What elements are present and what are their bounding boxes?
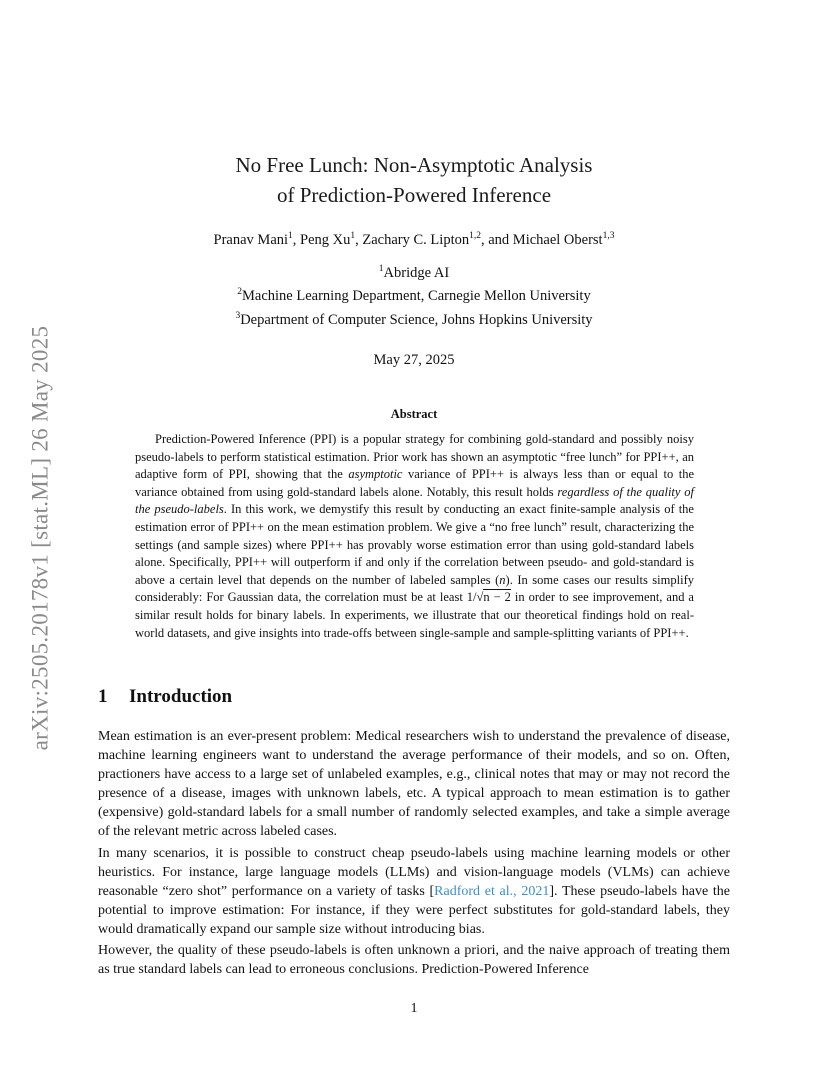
author-list: Pranav Mani$^1$, Peng Xu$^1$, Zachary C. Lipton$^{1,2}$, and Michael Oberst$^{1,3}$ [213, 231, 615, 248]
paragraph: In many scenarios, it is possible to construct cheap pseudo-labels using machine learning models or other heuristics. For instance, large language models (LLMs) and vision-language models (VLMs) can achieve reasonable “zero shot” performance on a variety of tasks [Radford et al., 2021]. These pseudo-labels have the potential to improve estimation: For instance, if they were perfect substitutes for gold-standard labels, they would dramatically expand our sample size without introducing bias. [98, 846, 730, 937]
paper-title-line-2: of Prediction-Powered Inference [276, 183, 552, 207]
author: Michael Oberst$^{1,3}$ [512, 231, 615, 248]
paragraph: Mean estimation is an ever-present problem: Medical researchers wish to understand the prevalence of disease, machine learning engineers want to understand the average performance of their models, and so on. Often, practioners have access to a large set of unlabeled examples, e.g., clinical notes that may or may not record the presence of a disease, images with unknown labels, etc. A typical approach to mean estimation is to gather (expensive) gold-standard labels for a small number of randomly selected examples, and take a simple average of the relevant metric across labeled cases. [98, 729, 730, 839]
author: Zachary C. Lipton$^{1,2}$ [362, 231, 481, 248]
page-number: 1 [410, 1001, 418, 1016]
affiliation-list [100, 260, 728, 330]
section-heading-introduction [98, 686, 232, 708]
affiliation: $^3$Department of Computer Science, Johns Hopkins University [235, 310, 593, 328]
affiliation: $^2$Machine Learning Department, Carnegie Mellon University [237, 287, 591, 305]
section-title: Introduction [129, 686, 233, 707]
paper-title [100, 150, 728, 210]
publication-date: May 27, 2025 [373, 352, 455, 368]
affiliation: $^1$Abridge AI [378, 264, 450, 281]
paragraph: However, the quality of these pseudo-labels is often unknown a priori, and the naive approach of treating them as true standard labels can lead to erroneous conclusions. Prediction-Powered Inference [98, 943, 730, 977]
author: Peng Xu$^1$ [300, 231, 356, 248]
arxiv-identifier [20, 288, 60, 788]
section-number: 1 [98, 686, 108, 707]
citation-link[interactable]: Radford et al., 2021 [434, 884, 550, 899]
sqrt-radicand: n − 2 [483, 590, 511, 605]
abstract-body: Prediction-Powered Inference (PPI) is a popular strategy for combining gold-standard and possibly noisy pseudo-labels to perform statistical estimation. Prior work has shown an asymptotic “free lunch” for PPI++, an adaptive form of PPI, showing that the asymptotic variance of PPI++ is always less than or equal to the variance obtained from using gold-standard labels alone. Notably, this result holds regardless of the quality of the pseudo-labels. In this work, we demystify this result by conducting an exact finite-sample analysis of the estimation error of PPI++ on the mean estimation problem. We give a “no free lunch” result, characterizing the settings (and sample sizes) where PPI++ has provably worse estimation error than using gold-standard labels alone. Specifically, PPI++ will outperform if and only if the correlation between pseudo- and gold-standard is above a certain level that depends on the number of labeled samples (n). In some cases our results simplify considerably: For Gaussian data, the correlation must be at least 1/√n − 2 in order to see improvement, and a similar result holds for binary labels. In experiments, we illustrate that our theoretical findings hold on real-world datasets, and give insights into trade-offs between single-sample and sample-splitting variants of PPI++. [135, 432, 695, 640]
paper-title-line-1: No Free Lunch: Non-Asymptotic Analysis [235, 153, 593, 177]
author: Pranav Mani$^1$ [213, 231, 293, 248]
abstract-heading: Abstract [390, 407, 438, 421]
arxiv-identifier-text: arXiv:2505.20178v1 [stat.ML] 26 May 2025 [27, 325, 52, 751]
